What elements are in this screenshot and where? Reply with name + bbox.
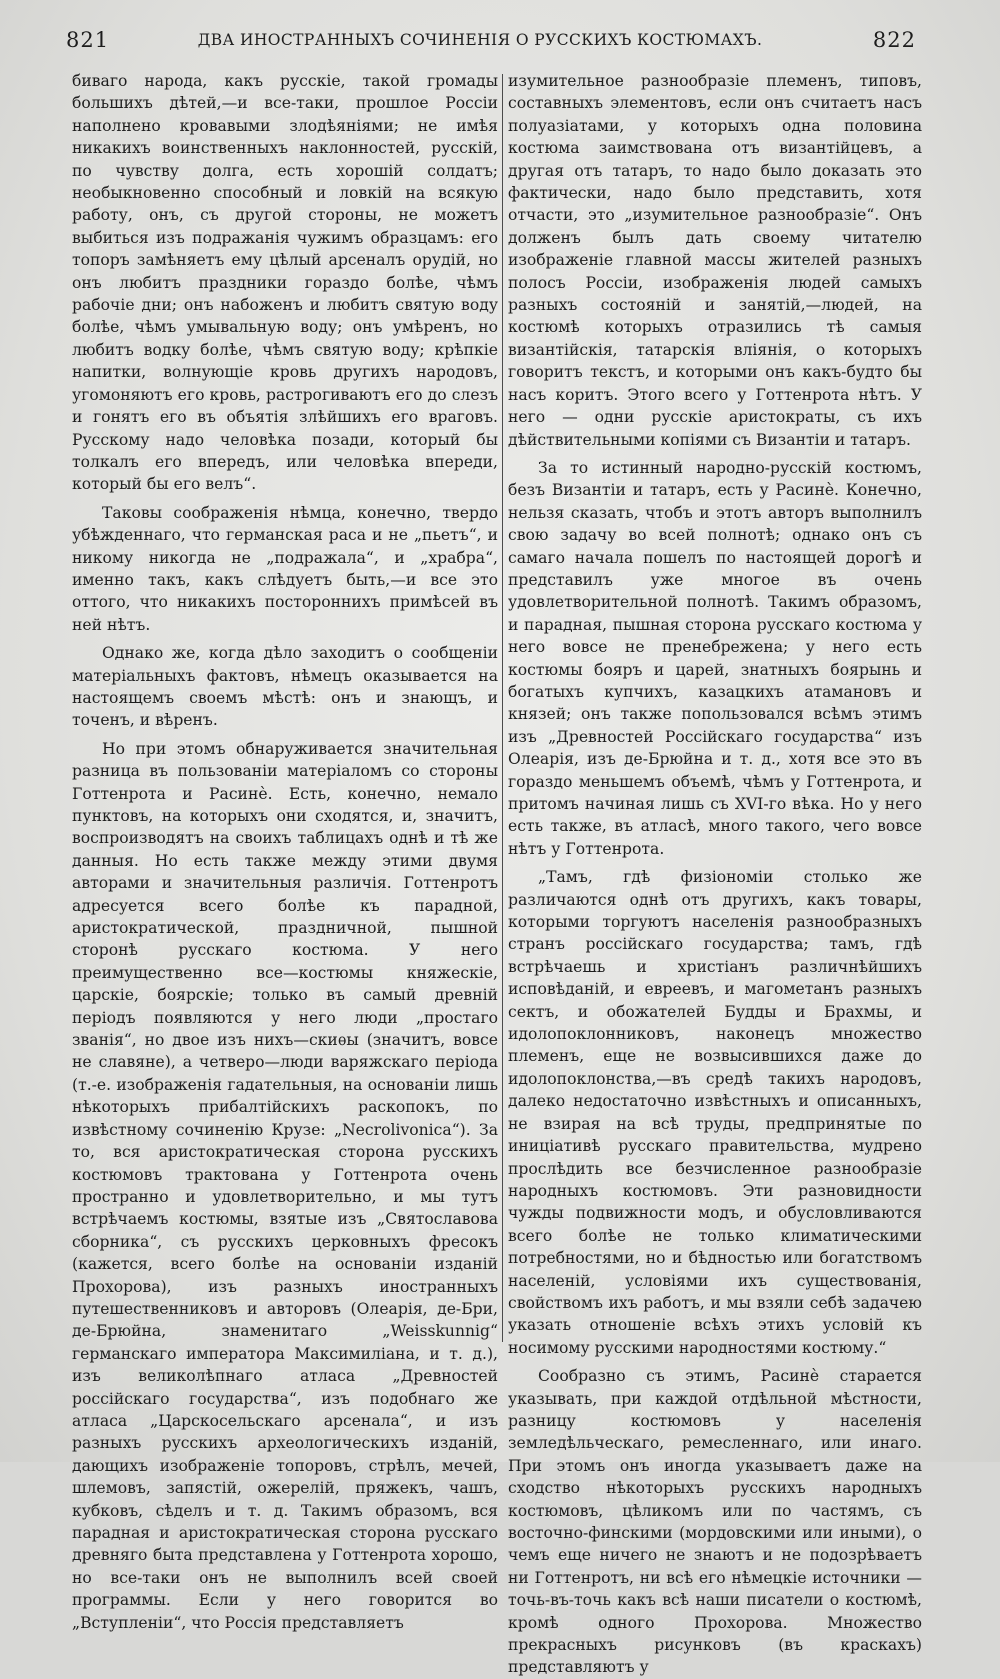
right-column (508, 70, 922, 1679)
page-number-right: 822 (872, 28, 916, 52)
paragraph: Сообразно съ этимъ, Расинѐ старается указывать, при каждой отдѣльной мѣстности, разницу костюмовъ у населенія земледѣльческаго, ремесленнаго, или инаго. При этомъ онъ иногда указываетъ даже на сходство нѣкоторыхъ русскихъ народныхъ костюмовъ, цѣликомъ или по частямъ, съ восточно-финскими (мордовскими или иными), о чемъ еще ничего не знаютъ и не подозрѣваетъ ни Готтенротъ, ни всѣ его нѣмецкіе источники — точь-въ-точь какъ всѣ наши писатели о костюмѣ, кромѣ одного Прохорова. Множество прекрасныхъ рисунковъ (въ краскахъ) представляютъ у (508, 1367, 922, 1677)
paragraph: Однако же, когда дѣло заходитъ о сообщеніи матеріальныхъ фактовъ, нѣмецъ оказывается на настоящемъ своемъ мѣстѣ: онъ и знающъ, и точенъ, и вѣренъ. (72, 644, 498, 730)
paragraph: Таковы соображенія нѣмца, конечно, твердо убѣжденнаго, что германская раса и не „пьетъ“, и никому никогда не „подражала“, и „храбра“, именно такъ, какъ слѣдуетъ быть,—и все это оттого, что никакихъ постороннихъ примѣсей въ ней нѣтъ. (72, 503, 498, 634)
paragraph: биваго народа, какъ русскіе, такой громады большихъ дѣтей,—и все-таки, прошлое Россіи наполнено кровавыми злодѣяніями; не имѣя никакихъ воинственныхъ наклонностей, русскій, по чувству долга, есть хорошій солдатъ; необыкновенно способный и ловкій на всякую работу, онъ, съ другой стороны, не можетъ выбиться изъ подражанія чужимъ образцамъ: его топоръ замѣняетъ ему цѣлый арсеналъ орудій, но онъ любитъ праздники гораздо болѣе, чѣмъ рабочіе дни; онъ набоженъ и любитъ святую воду болѣе, чѣмъ умывальную воду; онъ умѣренъ, но любитъ водку болѣе, чѣмъ святую воду; крѣпкіе напитки, волнующіе кровь другихъ народовъ, угомоняютъ его кровь, растрогиваютъ его до слезъ и гонятъ его въ объятія злѣйшихъ его враговъ. Русскому надо человѣка позади, который бы толкалъ его впередъ, или человѣка впереди, который бы его велъ“. (72, 72, 498, 494)
page-number-left: 821 (66, 28, 110, 52)
page-header (0, 18, 1000, 58)
column-divider (502, 74, 503, 1342)
paragraph: За то истинный народно-русскій костюмъ, безъ Византіи и татаръ, есть у Расинѐ. Конечно, нельзя сказать, чтобъ и этотъ авторъ выполнилъ свою задачу во всей полнотѣ; однако онъ съ самаго начала пошелъ по настоящей дорогѣ и представилъ уже многое въ очень удовлетворительной полнотѣ. Такимъ образомъ, и парадная, пышная сторона русскаго костюма у него вовсе не пренебрежена; у него есть костюмы бояръ и царей, знатныхъ боярынь и богатыхъ купчихъ, казацкихъ атамановъ и князей; онъ также попользовался всѣмъ этимъ изъ „Древностей Россійскаго государства“ изъ Олеарія, изъ де-Брюйна и т. д., хотя все это въ гораздо меньшемъ объемѣ, чѣмъ у Готтенрота, и притомъ начиная лишь съ XVI-го вѣка. Но у него есть также, въ атласѣ, много такого, чего вовсе нѣтъ у Готтенрота. (508, 458, 922, 858)
running-title: ДВА ИНОСТРАННЫХЪ СОЧИНЕНІЯ О РУССКИХЪ КОСТЮМАХЪ. (197, 31, 763, 49)
paragraph: „Тамъ, гдѣ физіономіи столько же различаются однѣ отъ другихъ, какъ товары, которыми торгуютъ населенія разнообразныхъ странъ россійскаго государства; тамъ, гдѣ встрѣчаешь и христіанъ различнѣйшихъ исповѣданій, и евреевъ, и магометанъ разныхъ сектъ, и обожателей Будды и Брахмы, и идолопоклонниковъ, наконецъ множество племенъ, еще не возвысившихся даже до идолопоклонства,—въ средѣ такихъ народовъ, далеко недостаточно извѣстныхъ и описанныхъ, не взирая на всѣ труды, предпринятые по иниціативѣ русскаго правительства, мудрено прослѣдить все безчисленное разнообразіе народныхъ костюмовъ. Эти разновидности чужды подвижности модъ, и обусловливаются всего болѣе не только климатическими потребностями, но и бѣдностью или богатствомъ населеній, условіями ихъ существованія, свойствомъ ихъ работъ, и мы взяли себѣ задачею указать отношеніе всѣхъ этихъ условій къ носимому русскими народностями костюму.“ (508, 868, 922, 1357)
paragraph: изумительное разнообразіе племенъ, типовъ, составныхъ элементовъ, если онъ считаетъ насъ полуазіатами, у которыхъ одна половина костюма заимствована отъ византійцевъ, а другая отъ татаръ, то надо было доказать это фактически, надо было представить, хотя отчасти, это „изумительное разнообразіе“. Онъ долженъ былъ дать своему читателю изображеніе главной массы жителей разныхъ полосъ Россіи, изображенія людей самыхъ разныхъ состояній и занятій,—людей, на костюмѣ которыхъ отразились тѣ самыя византійскія, татарскія вліянія, о которыхъ говоритъ текстъ, и которыми онъ какъ-будто бы насъ коритъ. Этого всего у Готтенрота нѣтъ. У него — одни русскіе аристократы, съ ихъ дѣйствительными копіями съ Византіи и татаръ. (508, 72, 922, 449)
left-column (72, 70, 498, 1634)
paragraph: Но при этомъ обнаруживается значительная разница въ пользованіи матеріаломъ со стороны Готтенрота и Расинѐ. Есть, конечно, немало пунктовъ, на которыхъ они сходятся, и, значитъ, воспроизводятъ на своихъ таблицахъ однѣ и тѣ же данныя. Но есть также между этими двумя авторами и значительныя различія. Готтенротъ адресуется всего болѣе къ парадной, аристократической, праздничной, пышной сторонѣ русскаго костюма. У него преимущественно все—костюмы княжескіе, царскіе, боярскіе; только въ самый древній періодъ появляются у него люди „простаго званія“, но двое изъ нихъ—скиѳы (значитъ, вовсе не славяне), а четверо—люди варяжскаго періода (т.-е. изображенія гадательныя, на основаніи лишь нѣкоторыхъ прибалтійскихъ раскопокъ, по извѣстному сочиненію Крузе: „Necrolivonica“). За то, вся аристократическая сторона русскихъ костюмовъ трактована у Готтенрота очень пространно и удовлетворительно, и мы тутъ встрѣчаемъ костюмы, взятые изъ „Святославова сборника“, съ русскихъ церковныхъ фресокъ (кажется, всего болѣе на основаніи изданій Прохорова), изъ разныхъ иностранныхъ путешественниковъ и авторовъ (Олеарія, де-Бри, де-Брюйна, знаменитаго „Weisskunnig“ германскаго императора Максимиліана, и т. д.), изъ великолѣпнаго атласа „Древностей россійскаго государства“, изъ подобнаго же атласа „Царскосельскаго арсенала“, и изъ разныхъ русскихъ археологическихъ изданій, дающихъ изображеніе топоровъ, стрѣлъ, мечей, шлемовъ, запястій, ожерелій, пряжекъ, чашъ, кубковъ, сѣделъ и т. д. Такимъ образомъ, вся парадная и аристократическая сторона русскаго древняго быта представлена у Готтенрота хорошо, но все-таки онъ не выполнилъ всей своей программы. Если у него говорится во „Вступленіи“, что Россія представляетъ (72, 739, 498, 1632)
